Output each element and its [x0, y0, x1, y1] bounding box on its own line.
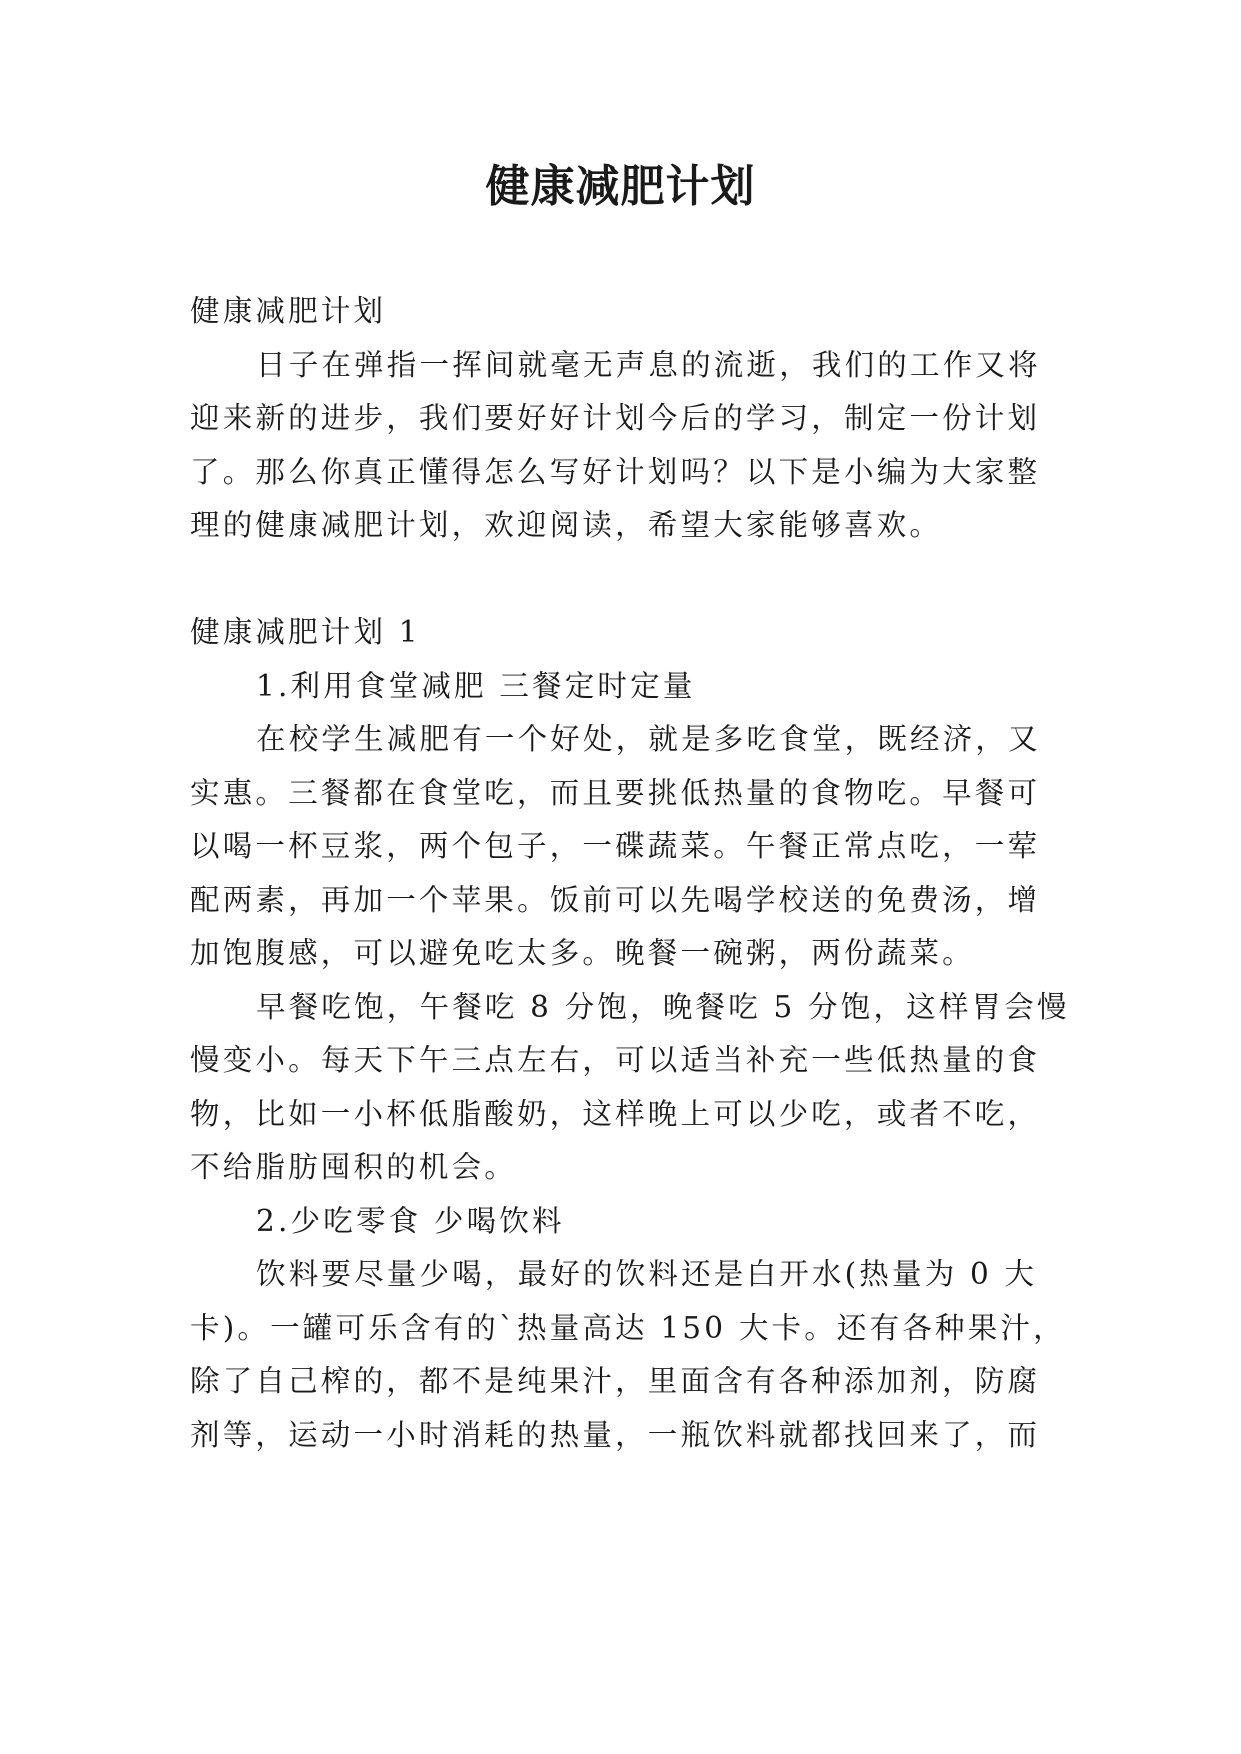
- intro-heading: 健康减肥计划: [190, 294, 387, 328]
- item-heading: 1.利用食堂减肥 三餐定时定量: [256, 668, 696, 703]
- document-title: 健康减肥计划: [485, 161, 756, 212]
- paragraph-line: 物，比如一小杯低脂酸奶，这样晚上可以少吃，或者不吃，: [190, 1096, 1041, 1131]
- paragraph-line: 剂等，运动一小时消耗的热量，一瓶饮料就都找回来了，而: [190, 1417, 1041, 1452]
- item-heading: 2.少吃零食 少喝饮料: [256, 1203, 565, 1238]
- paragraph-line: 除了自己榨的，都不是纯果汁，里面含有各种添加剂，防腐: [190, 1364, 1041, 1398]
- paragraph-line: 加饱腹感，可以避免吃太多。晚餐一碗粥，两份蔬菜。: [190, 936, 975, 970]
- paragraph-line: 以喝一杯豆浆，两个包子，一碟蔬菜。午餐正常点吃，一荤: [190, 829, 1041, 863]
- paragraph-line: 在校学生减肥有一个好处，就是多吃食堂，既经济，又: [256, 722, 1041, 756]
- paragraph-gap: [190, 553, 1052, 607]
- paragraph-line: 不给脂肪囤积的机会。: [190, 1150, 518, 1184]
- paragraph-line: 饮料要尽量少喝，最好的饮料还是白开水(热量为 0 大: [256, 1257, 1038, 1291]
- intro-line: 理的健康减肥计划，欢迎阅读，希望大家能够喜欢。: [190, 508, 943, 542]
- paragraph-line: 配两素，再加一个苹果。饭前可以先喝学校送的免费汤，增: [190, 882, 1041, 917]
- paragraph-line: 慢变小。每天下午三点左右，可以适当补充一些低热量的食: [190, 1043, 1041, 1077]
- intro-line: 了。那么你真正懂得怎么写好计划吗？以下是小编为大家整: [190, 454, 1041, 489]
- paragraph-line: 实惠。三餐都在食堂吃，而且要挑低热量的食物吃。早餐可: [190, 775, 1041, 810]
- document-body: [190, 285, 1070, 1462]
- intro-line: 迎来新的进步，我们要好好计划今后的学习，制定一份计划: [190, 401, 1041, 435]
- paragraph-line: 早餐吃饱，午餐吃 8 分饱，晚餐吃 5 分饱，这样胃会慢: [256, 989, 1070, 1024]
- section-heading: 健康减肥计划 1: [190, 615, 421, 649]
- paragraph-line: 卡)。一罐可乐含有的`热量高达 150 大卡。还有各种果汁，: [190, 1310, 1066, 1345]
- intro-line: 日子在弹指一挥间就毫无声息的流逝，我们的工作又将: [256, 347, 1041, 382]
